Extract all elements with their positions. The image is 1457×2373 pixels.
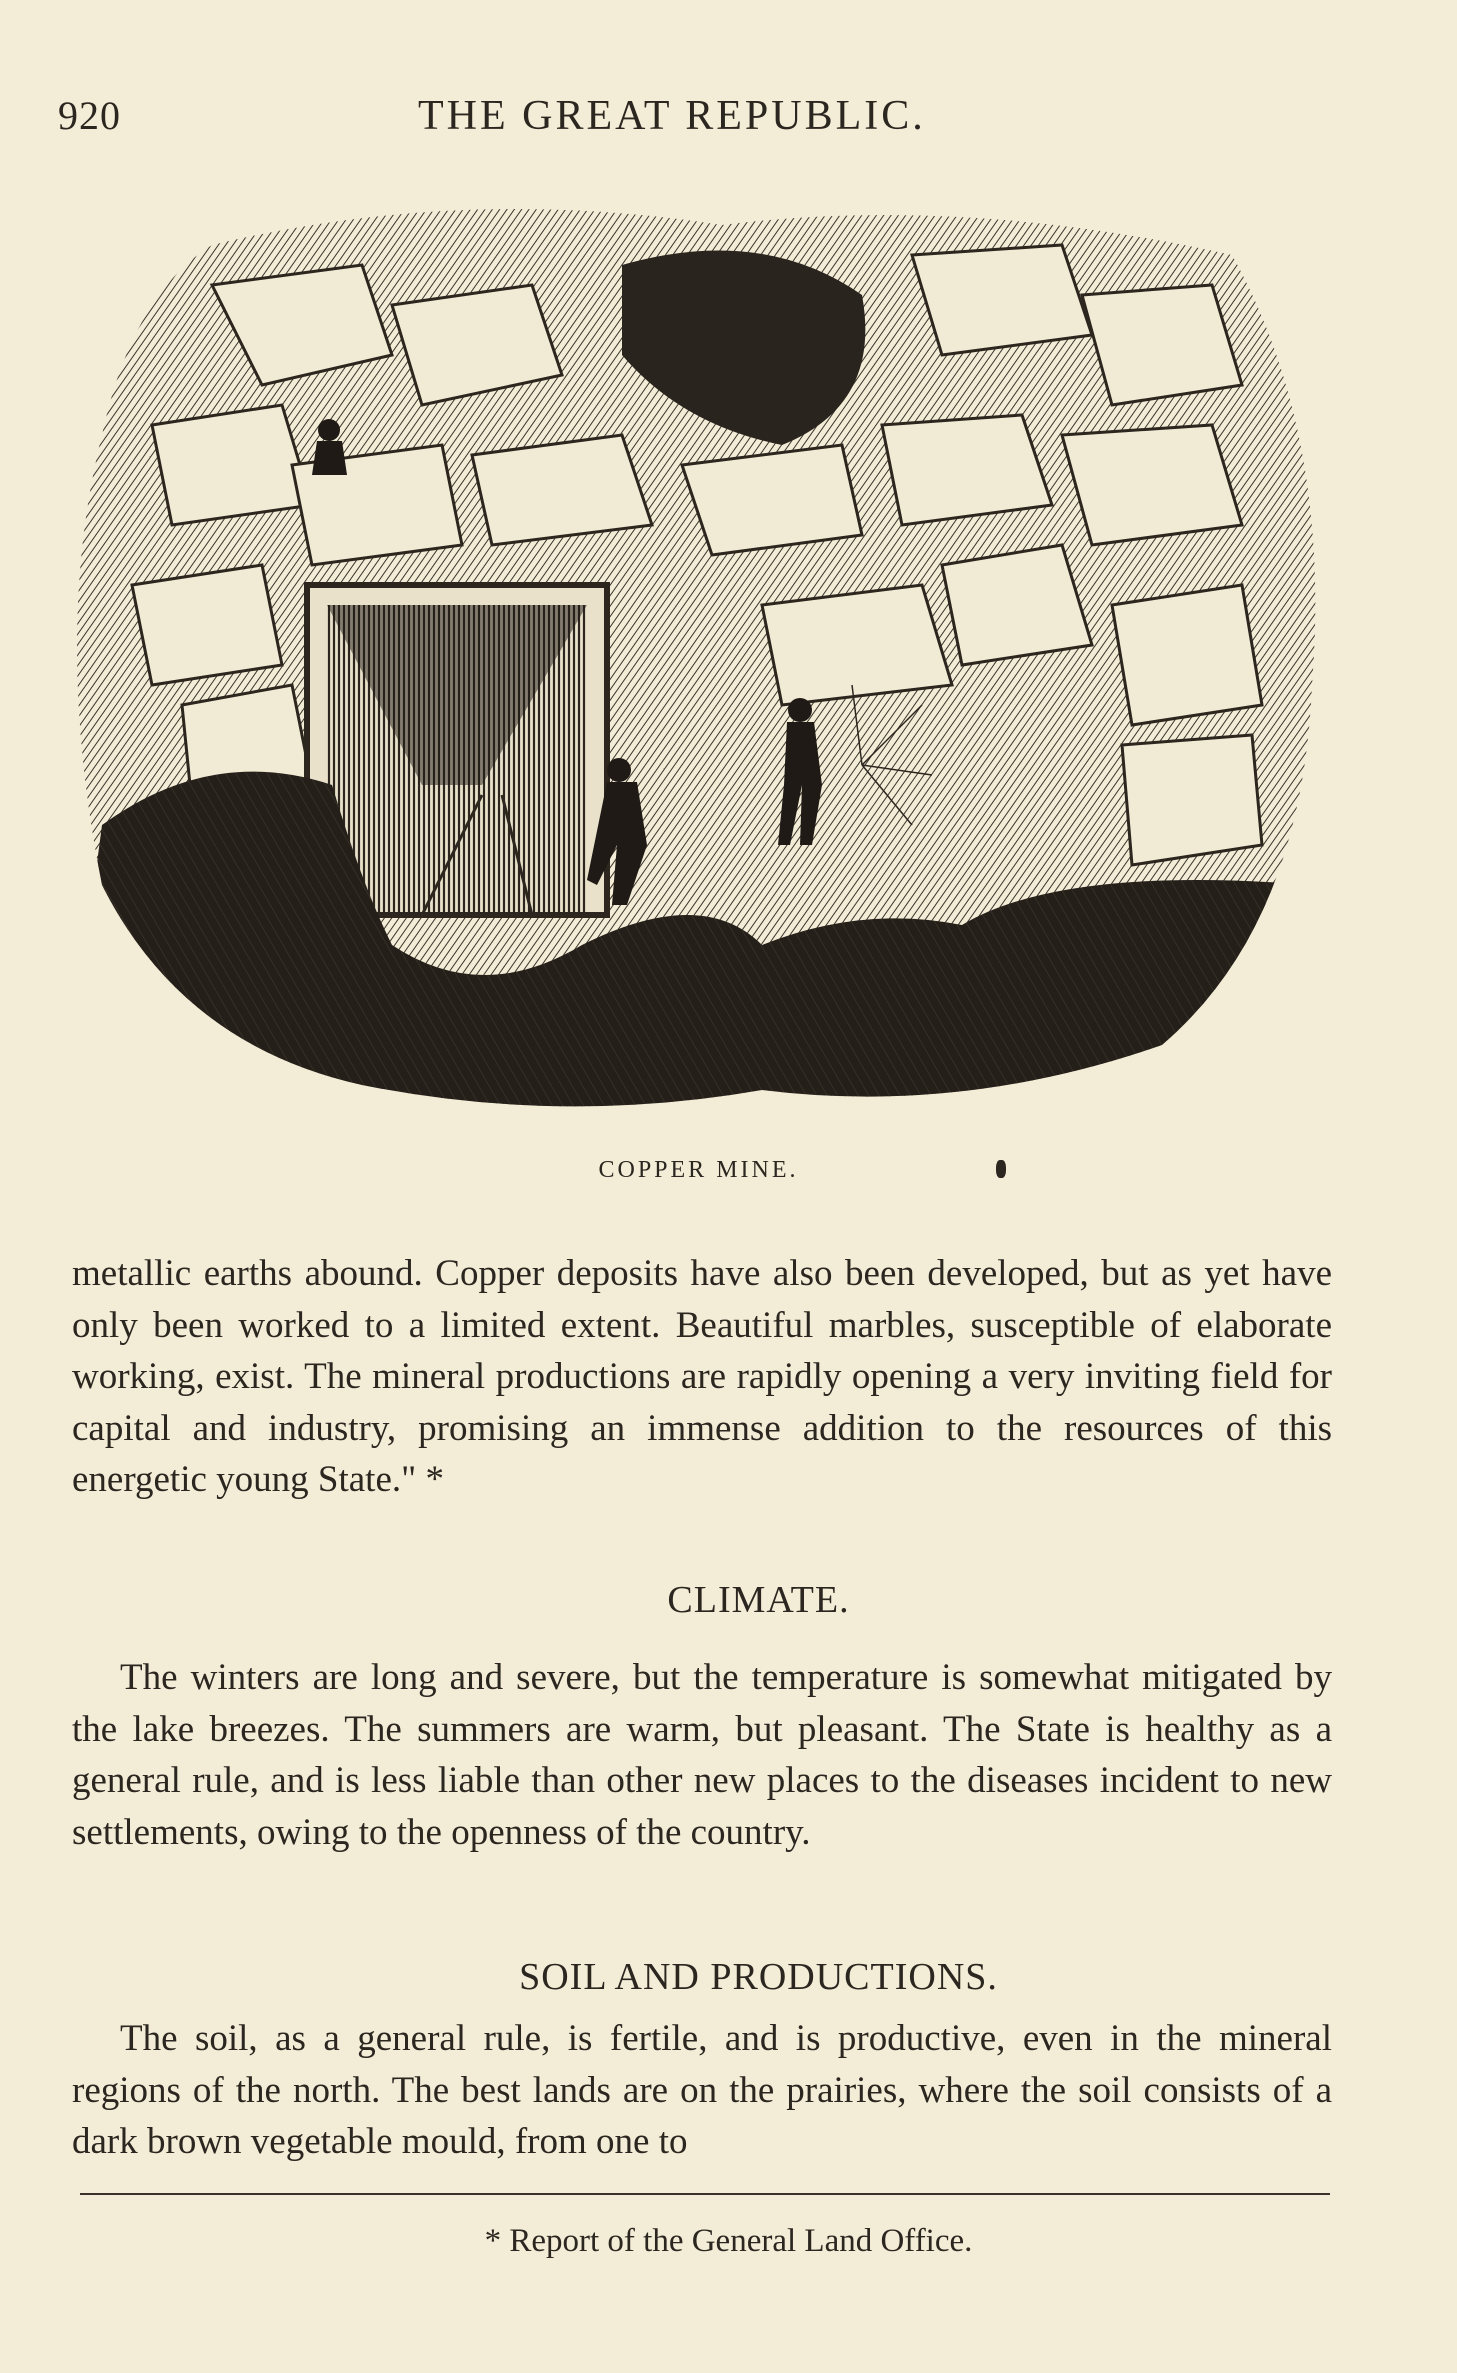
illustration-caption xyxy=(0,1157,1457,1184)
paragraph-metallic-earths: metallic earths abound. Copper deposits have also been developed, but as yet have only been worked to a limited extent. Beautiful marbles, susceptible of elaborate working, exist. The mineral productions are rapidly opening a very inviting field for capital and industry, promising an immense addition to the resources of this energetic young State." * xyxy=(72,1253,1332,1500)
paragraph-climate: The winters are long and severe, but the temperature is somewhat mitigated by the lake breezes. The summers are warm, but pleasant. The State is healthy as a general rule, and is less liable than other new places to the diseases incident to new settlements, owing to the openness of the country. xyxy=(72,1657,1332,1853)
page-number: 920 xyxy=(58,93,121,138)
copper-mine-engraving xyxy=(62,185,1332,1130)
ink-blot xyxy=(996,1160,1006,1178)
caption-text: COPPER MINE. xyxy=(598,1157,799,1183)
footnote-divider xyxy=(80,2193,1330,2195)
engraving-image xyxy=(62,185,1332,1130)
heading-climate: CLIMATE. xyxy=(667,1579,850,1621)
paragraph-soil: The soil, as a general rule, is fertile, and is productive, even in the mineral regions of the north. The best lands are on the prairies, where the soil consists of a dark brown vegetable mould, from one to xyxy=(72,2018,1332,2162)
footnote: * Report of the General Land Office. xyxy=(484,2223,973,2259)
running-head xyxy=(58,92,1378,142)
running-title: THE GREAT REPUBLIC. xyxy=(418,93,926,139)
heading-soil-and-productions: SOIL AND PRODUCTIONS. xyxy=(519,1956,998,1998)
